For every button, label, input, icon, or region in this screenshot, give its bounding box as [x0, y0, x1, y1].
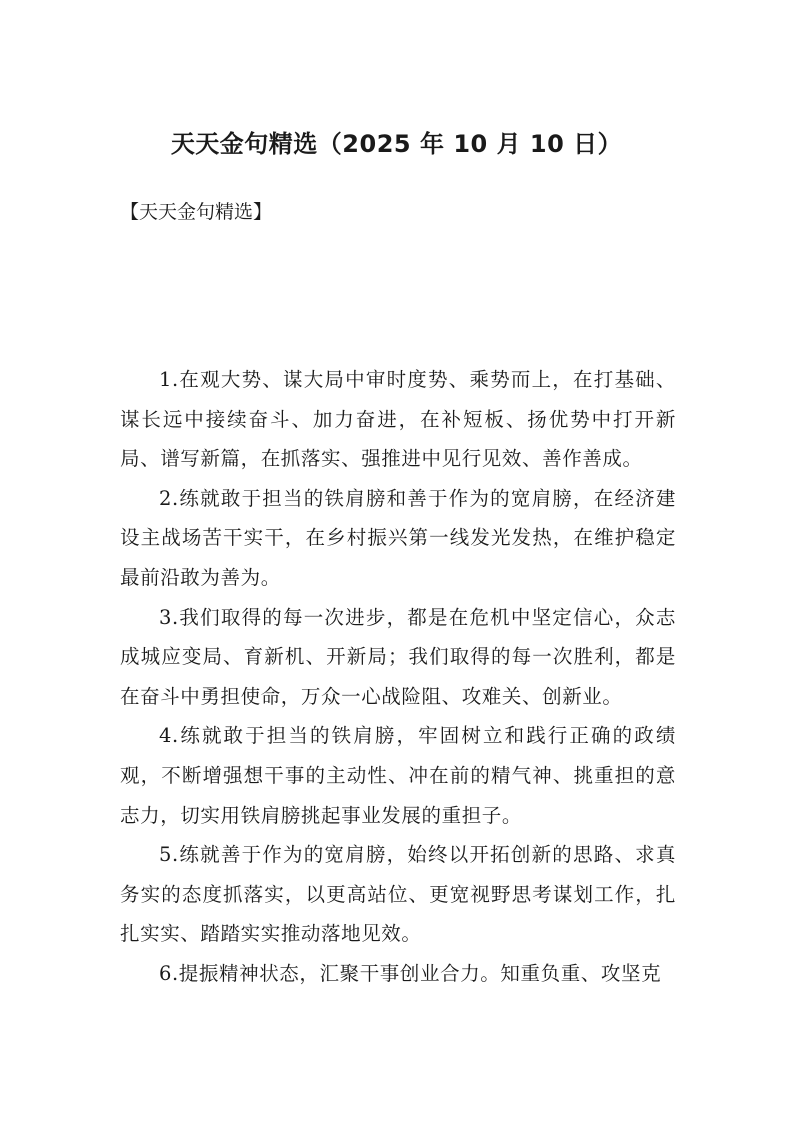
- paragraph-2: 2.练就敢于担当的铁肩膀和善于作为的宽肩膀，在经济建设主战场苦干实干，在乡村振兴第一线发光发热，在维护稳定最前沿敢为善为。: [120, 486, 676, 589]
- paragraph-6: 6.提振精神状态，汇聚干事创业合力。知重负重、攻坚克: [159, 961, 662, 985]
- paragraph-3: 3.我们取得的每一次进步，都是在危机中坚定信心，众志成城应变局、育新机、开新局；我们取得的每一次胜利，都是在奋斗中勇担使命，万众一心战险阻、攻难关、创新业。: [120, 605, 676, 708]
- paragraph-5: 5.练就善于作为的宽肩膀，始终以开拓创新的思路、求真务实的态度抓落实，以更高站位、更宽视野思考谋划工作，扎扎实实、踏踏实实推动落地见效。: [120, 843, 676, 946]
- paragraph-1: 1.在观大势、谋大局中审时度势、乘势而上，在打基础、谋长远中接续奋斗、加力奋进，在补短板、扬优势中打开新局、谱写新篇，在抓落实、强推进中见行见效、善作善成。: [120, 368, 676, 471]
- document-title: 天天金句精选（2025 年 10 月 10 日）: [170, 130, 623, 158]
- paragraph-4: 4.练就敢于担当的铁肩膀，牢固树立和践行正确的政绩观，不断增强想干事的主动性、冲在前的精气神、挑重担的意志力，切实用铁肩膀挑起事业发展的重担子。: [120, 724, 676, 827]
- body-text: [120, 360, 676, 994]
- section-tag: 【天天金句精选】: [120, 201, 273, 223]
